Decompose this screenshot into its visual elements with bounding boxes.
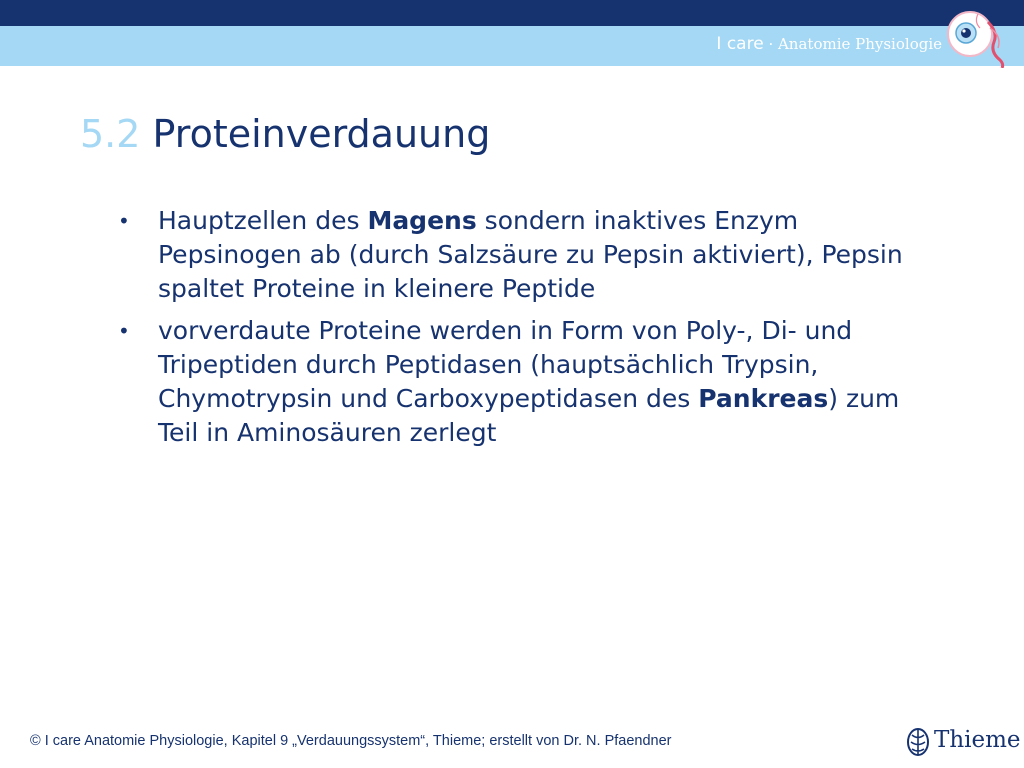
eye-anatomy-icon [944, 6, 1014, 68]
bullet-text-bold: Pankreas [698, 384, 829, 413]
header-top-band [0, 0, 1024, 26]
slide-number: 5.2 [80, 112, 141, 156]
bullet-dot-icon: • [118, 209, 130, 233]
bullet-list [118, 204, 908, 458]
bullet-text-post: sondern inaktives Enzym Pepsinogen ab (durch Salzsäure zu Pepsin aktiviert), Pepsin spaltet Proteine in kleinere Peptide [158, 206, 903, 303]
bullet-item [118, 204, 908, 306]
bullet-text-pre: Hauptzellen des [158, 206, 368, 235]
slide-title [80, 112, 490, 156]
slide-title-text: Proteinverdauung [152, 112, 491, 156]
brand-primary: I care [716, 34, 764, 54]
footer-copyright: © I care Anatomie Physiologie, Kapitel 9 „Verdauungssystem“, Thieme; erstellt von Dr. N. Pfaendner [30, 733, 672, 749]
brand-secondary: · Anatomie Physiologie [763, 35, 942, 53]
bullet-text-pre: vorverdaute Proteine werden in Form von Poly-, Di- und Tripeptiden durch Peptidasen (hauptsächlich Trypsin, Chymotrypsin und Carboxypeptidasen des [158, 316, 853, 413]
bullet-item [118, 314, 908, 450]
bullet-text-post: ) zum Teil in Aminosäuren zerlegt [158, 384, 900, 447]
bullet-dot-icon: • [118, 319, 130, 343]
publisher-name: Thieme [934, 727, 1021, 753]
brand-title [716, 34, 942, 54]
bullet-text-bold: Magens [367, 206, 477, 235]
publisher-logo [906, 727, 1021, 759]
thieme-emblem-icon [906, 727, 930, 757]
